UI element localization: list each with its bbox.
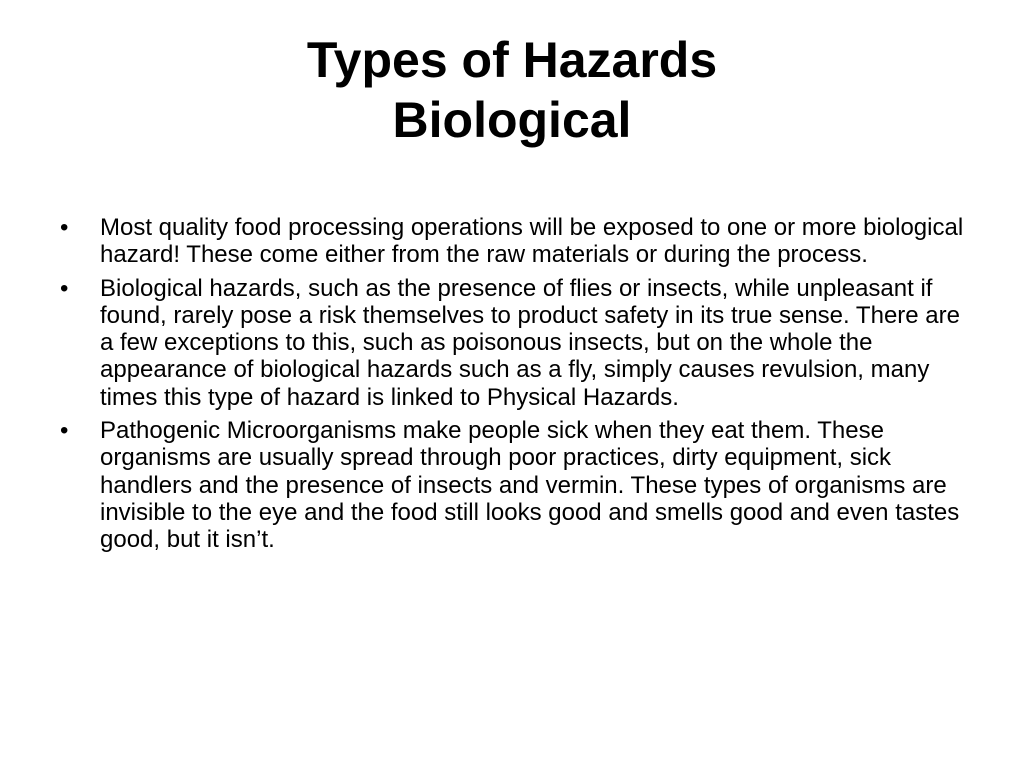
- title-line-1: Types of Hazards: [306, 32, 718, 88]
- bullet-text: Most quality food processing operations will be exposed to one or more biological hazard! These come either from the raw materials or during the process.: [100, 214, 964, 269]
- bullet-item: [58, 214, 978, 269]
- bullet-item: [58, 417, 978, 553]
- slide-title: [0, 30, 1024, 150]
- bullet-list: [58, 214, 978, 560]
- title-line-2: Biological: [392, 92, 632, 148]
- bullet-dot-icon: •: [60, 274, 69, 302]
- bullet-item: [58, 275, 978, 411]
- bullet-dot-icon: •: [60, 214, 69, 241]
- bullet-text: Pathogenic Microorganisms make people sick when they eat them. These organisms are usually spread through poor practices, dirty equipment, sick handlers and the presence of insects and vermin. These types of organisms are invisible to the eye and the food still looks good and smells good and even tastes good, but it isn’t.: [100, 417, 960, 554]
- bullet-text: Biological hazards, such as the presence of flies or insects, while unpleasant if found, rarely pose a risk themselves to product safety in its true sense. There are a few exceptions to this, such as poisonous insects, but on the whole the appearance of biological hazards such as a fly, simply causes revulsion, many times this type of hazard is linked to Physical Hazards.: [100, 274, 960, 411]
- bullet-dot-icon: •: [60, 417, 69, 445]
